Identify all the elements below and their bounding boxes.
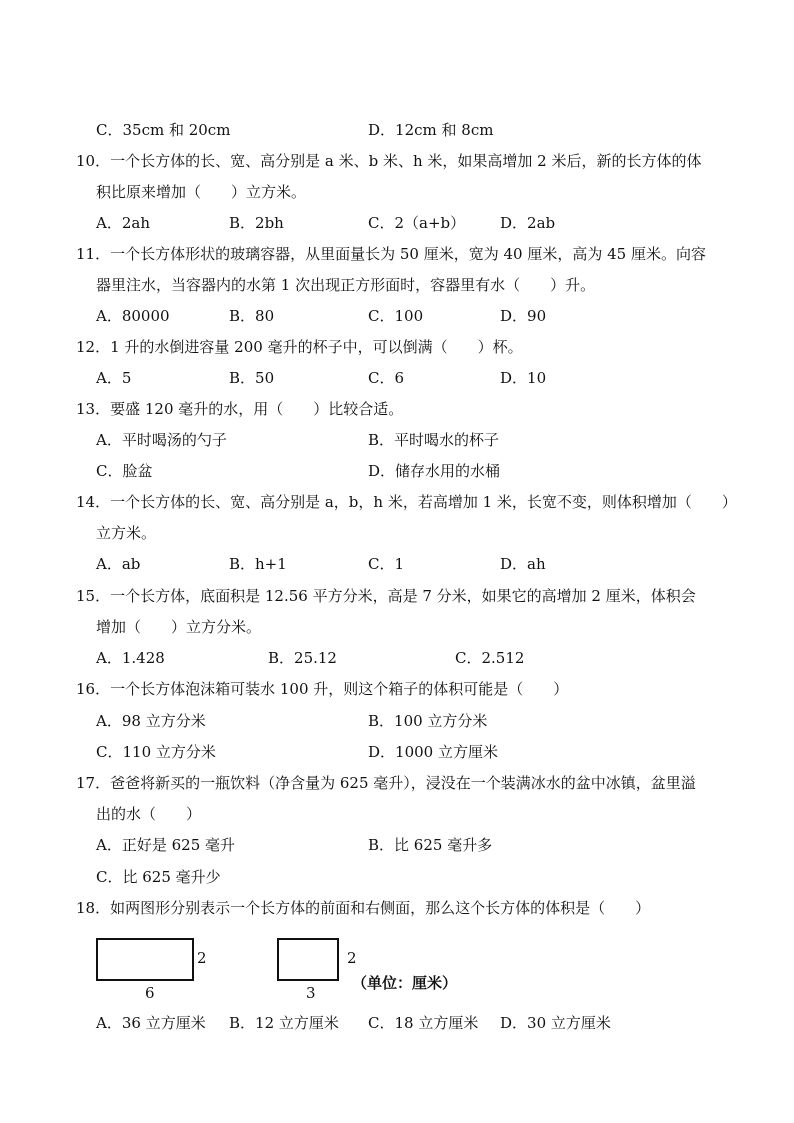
question-15-line-2: 增加（ ）立方分米。 <box>96 618 262 636</box>
q11-option-d: D．90 <box>500 307 547 325</box>
q12-option-a: A．5 <box>96 369 132 387</box>
q10-option-c: C．2（a+b） <box>368 214 466 232</box>
q17-option-b: B．比 625 毫升多 <box>368 836 493 854</box>
side-face-height-label: 2 <box>347 949 357 967</box>
front-face-rectangle <box>96 938 194 981</box>
side-face-width-label: 3 <box>306 984 316 1002</box>
q15-option-b: B．25.12 <box>268 649 337 667</box>
question-15-line-1: 15．一个长方体，底面积是 12.56 平方分米，高是 7 分米，如果它的高增加 2 厘米，体积会 <box>76 587 696 605</box>
q17-option-a: A．正好是 625 毫升 <box>96 836 235 854</box>
question-17-line-1: 17．爸爸将新买的一瓶饮料（净含量为 625 毫升），浸没在一个装满冰水的盆中冰镇，盆里溢 <box>76 774 696 792</box>
q14-option-a: A．ab <box>96 555 141 573</box>
q12-option-b: B．50 <box>229 369 275 387</box>
q11-option-a: A．80000 <box>96 307 170 325</box>
q13-option-a: A．平时喝汤的勺子 <box>96 431 227 449</box>
q14-option-b: B．h+1 <box>229 555 287 573</box>
q13-option-c: C．脸盆 <box>96 462 153 480</box>
side-face-rectangle <box>277 938 339 981</box>
q15-option-c: C．2.512 <box>455 649 525 667</box>
q13-option-b: B．平时喝水的杯子 <box>368 431 500 449</box>
q14-option-c: C．1 <box>368 555 405 573</box>
q10-option-d: D．2ab <box>500 214 556 232</box>
option-c: C．35cm 和 20cm <box>96 121 231 139</box>
front-face-width-label: 6 <box>145 984 155 1002</box>
question-10-line-1: 10．一个长方体的长、宽、高分别是 a 米、b 米、h 米，如果高增加 2 米后，新的长方体的体 <box>76 152 702 170</box>
q17-option-c: C．比 625 毫升少 <box>96 868 221 886</box>
q18-option-a: A．36 立方厘米 <box>96 1014 206 1032</box>
q13-option-d: D．储存水用的水桶 <box>368 462 501 480</box>
q18-option-d: D．30 立方厘米 <box>500 1014 611 1032</box>
question-16-line-1: 16．一个长方体泡沫箱可装水 100 升，则这个箱子的体积可能是（ ） <box>76 680 569 698</box>
q16-option-b: B．100 立方分米 <box>368 712 488 730</box>
question-14-line-1: 14．一个长方体的长、宽、高分别是 a，b，h 米，若高增加 1 米，长宽不变，则体积增加（ ） <box>76 493 737 511</box>
q15-option-a: A．1.428 <box>96 649 165 667</box>
question-12-line-1: 12．1 升的水倒进容量 200 毫升的杯子中，可以倒满（ ）杯。 <box>76 338 523 356</box>
q10-option-b: B．2bh <box>229 214 284 232</box>
q12-option-c: C．6 <box>368 369 405 387</box>
option-d: D．12cm 和 8cm <box>368 121 494 139</box>
q16-option-d: D．1000 立方厘米 <box>368 743 498 761</box>
q16-option-a: A．98 立方分米 <box>96 712 206 730</box>
q11-option-c: C．100 <box>368 307 424 325</box>
question-11-line-1: 11．一个长方体形状的玻璃容器，从里面量长为 50 厘米，宽为 40 厘米，高为 45 厘米。向容 <box>76 245 706 263</box>
q18-option-c: C．18 立方厘米 <box>368 1014 479 1032</box>
question-13-line-1: 13．要盛 120 毫升的水，用（ ）比较合适。 <box>76 400 404 418</box>
question-11-line-2: 器里注水，当容器内的水第 1 次出现正方形面时，容器里有水（ ）升。 <box>96 276 596 294</box>
question-17-line-2: 出的水（ ） <box>96 805 202 823</box>
unit-label: （单位：厘米） <box>352 974 458 992</box>
q11-option-b: B．80 <box>229 307 275 325</box>
q10-option-a: A．2ah <box>96 214 150 232</box>
question-18-line-1: 18．如两图形分别表示一个长方体的前面和右侧面，那么这个长方体的体积是（ ） <box>76 899 651 917</box>
question-10-line-2: 积比原来增加（ ）立方米。 <box>96 183 307 201</box>
q12-option-d: D．10 <box>500 369 547 387</box>
q18-option-b: B．12 立方厘米 <box>229 1014 339 1032</box>
q16-option-c: C．110 立方分米 <box>96 743 216 761</box>
q14-option-d: D．ah <box>500 555 546 573</box>
front-face-height-label: 2 <box>197 949 207 967</box>
question-14-line-2: 立方米。 <box>96 524 157 542</box>
